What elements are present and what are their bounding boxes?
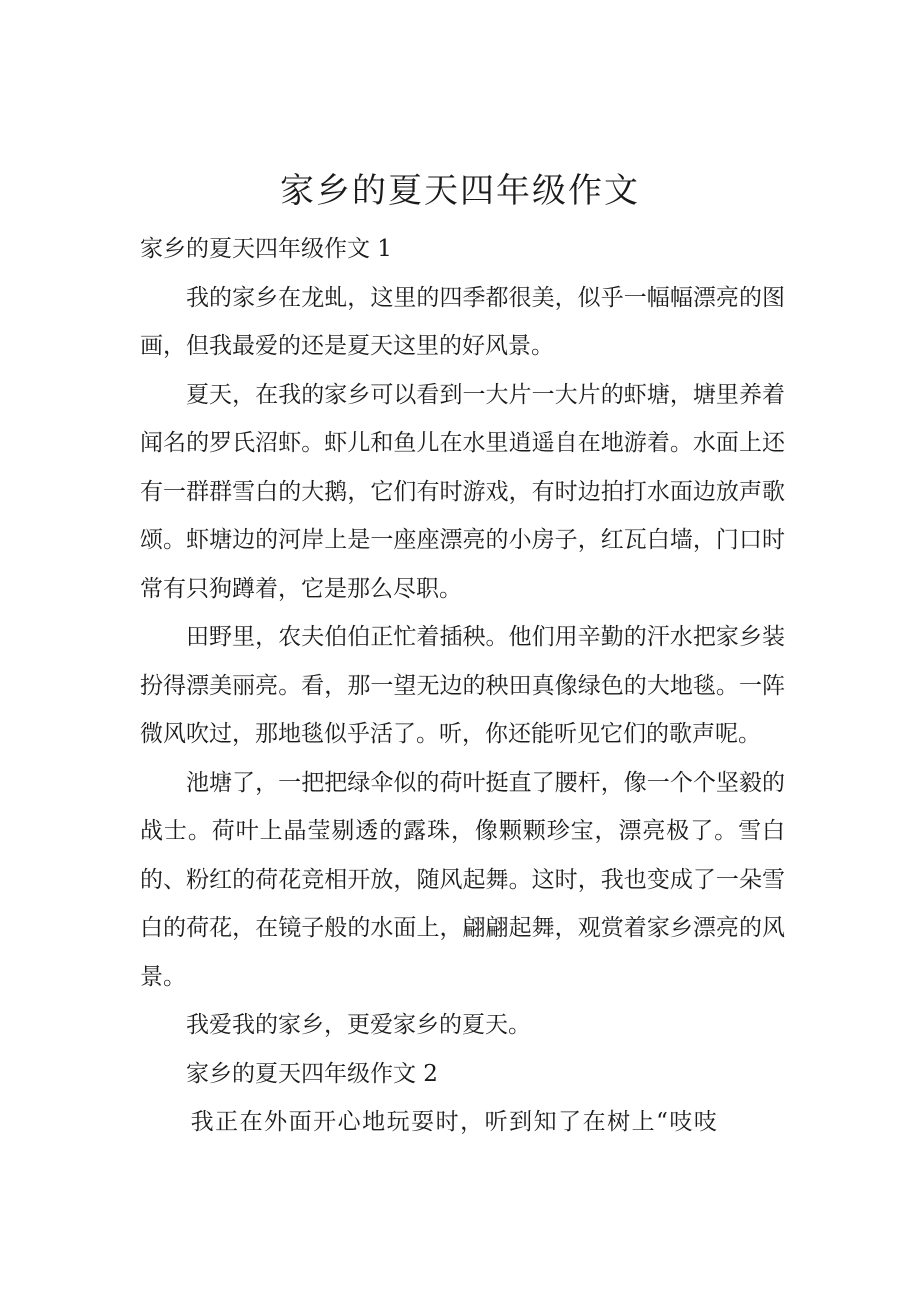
document-body [140,225,785,1147]
paragraph: 我的家乡在龙虬，这里的四季都很美，似乎一幅幅漂亮的图画，但我最爱的还是夏天这里的好风景。 [140,284,785,359]
section-heading: 家乡的夏天四年级作文 1 [140,236,392,262]
document-title: 家乡的夏天四年级作文 [280,170,640,211]
paragraph: 田野里，农夫伯伯正忙着插秧。他们用辛勤的汗水把家乡装扮得漂美丽亮。看，那一望无边的秧田真像绿色的大地毯。一阵微风吹过，那地毯似乎活了。听，你还能听见它们的歌声呢。 [140,624,785,747]
paragraph: 我爱我的家乡，更爱家乡的夏天。 [186,1012,531,1038]
paragraph: 池塘了，一把把绿伞似的荷叶挺直了腰杆，像一个个坚毅的战士。荷叶上晶莹剔透的露珠，像颗颗珍宝，漂亮极了。雪白的、粉红的荷花竞相开放，随风起舞。这时，我也变成了一朵雪白的荷花，在镜子般的水面上，翩翩起舞，观赏着家乡漂亮的风景。 [140,769,785,990]
section-heading: 家乡的夏天四年级作文 2 [186,1060,438,1087]
paragraph: 夏天，在我的家乡可以看到一大片一大片的虾塘，塘里养着闻名的罗氏沼虾。虾儿和鱼儿在水里逍遥自在地游着。水面上还有一群群雪白的大鹅，它们有时游戏，有时边拍打水面边放声歌颂。虾塘边的河岸上是一座座漂亮的小房子，红瓦白墙，门口时常有只狗蹲着，它是那么尽职。 [140,381,785,602]
paragraph: 我正在外面开心地玩耍时，听到知了在树上“吱吱 [190,1109,719,1135]
